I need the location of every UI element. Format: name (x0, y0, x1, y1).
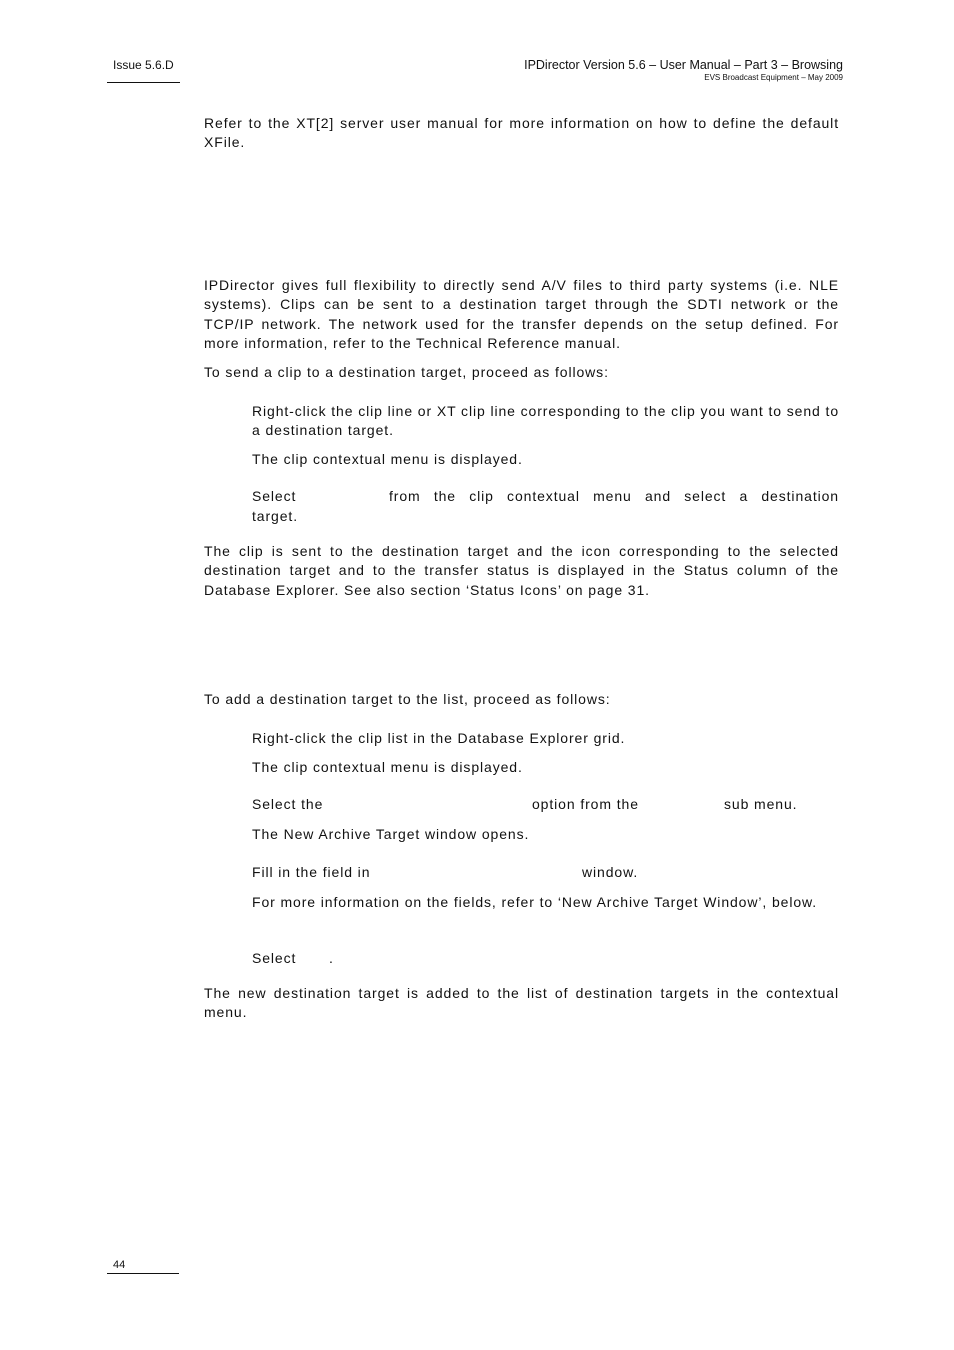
send-step-1-result: The clip contextual menu is displayed. (252, 451, 523, 467)
add-step-2-option: option from the (532, 796, 639, 812)
add-step-3-window: window. (582, 864, 639, 880)
add-step-2-submenu: sub menu. (724, 796, 798, 812)
add-step-2-select: Select the (252, 796, 324, 812)
header-rule (107, 82, 180, 83)
send-procedure-lead: To send a clip to a destination target, proceed as follows: (204, 364, 609, 380)
add-result-paragraph: The new destination target is added to the list of destination targets in the contextual menu. (204, 985, 839, 1021)
add-step-4-select: Select (252, 950, 297, 966)
running-header (524, 58, 843, 82)
send-step-1: Right-click the clip line or XT clip line corresponding to the clip you want to send to a destination target. (252, 403, 839, 439)
issue-label: Issue 5.6.D (113, 58, 174, 72)
publisher-date: EVS Broadcast Equipment – May 2009 (704, 73, 843, 82)
manual-title: IPDirector Version 5.6 – User Manual – Part 3 – Browsing (524, 58, 843, 72)
send-result-paragraph: The clip is sent to the destination target and the icon corresponding to the selected destination target and to the transfer status is displayed in the Status column of the Database Explorer. See also section ‘Status Icons’ on page 31. (204, 543, 839, 598)
add-step-1: Right-click the clip list in the Database Explorer grid. (252, 730, 626, 746)
add-step-4-period: . (329, 950, 334, 966)
xfile-paragraph: Refer to the XT[2] server user manual for more information on how to define the default XFile. (204, 115, 839, 151)
add-step-3-fill: Fill in the field in (252, 864, 371, 880)
add-procedure-lead: To add a destination target to the list, proceed as follows: (204, 691, 611, 707)
send-step-2-text: from the clip contextual menu and select a destination (389, 488, 839, 504)
page-number: 44 (113, 1259, 126, 1271)
intro-paragraph: IPDirector gives full flexibility to directly send A/V files to third party systems (i.e. NLE systems). Clips can be sent to a destination target through the SDTI network or the TCP/IP network. The network used for the transfer depends on the setup defined. For more information, refer to the Technical Reference manual. (204, 277, 839, 352)
add-step-1-result: The clip contextual menu is displayed. (252, 759, 523, 775)
add-step-2-result: The New Archive Target window opens. (252, 826, 530, 842)
send-step-2-select: Select (252, 488, 297, 504)
footer-rule (107, 1273, 179, 1274)
add-step-3-result: For more information on the fields, refer to ‘New Archive Target Window’, below. (252, 894, 818, 910)
send-step-2-target: target. (252, 508, 298, 524)
